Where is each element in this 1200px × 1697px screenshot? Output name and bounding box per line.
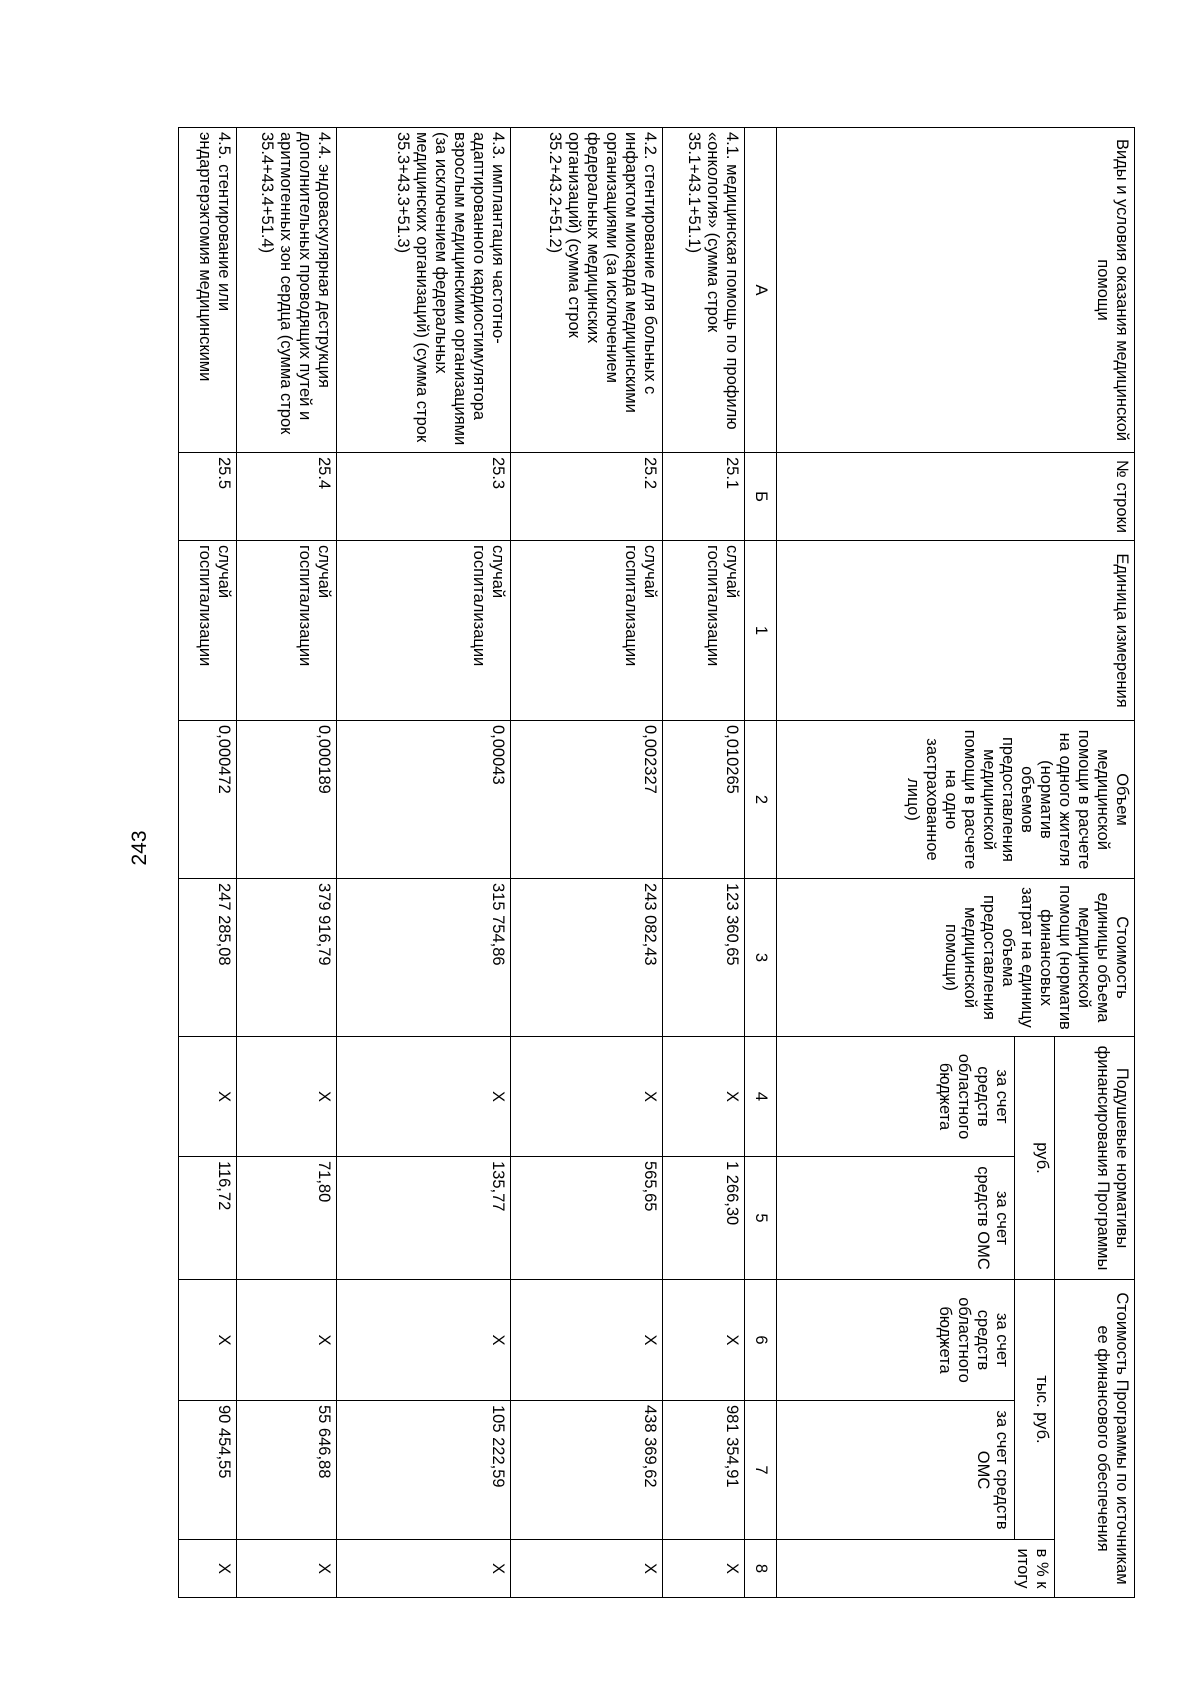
row-description: 4.4. эндоваскулярная деструкция дополнительных проводящих путей и аритмогенных зон сердца (сумма строк 35.4+43.4+51.4) [237, 128, 337, 453]
row-col-8: Х [179, 1540, 237, 1598]
row-col-6: Х [663, 1280, 745, 1401]
row-col-6: Х [179, 1280, 237, 1401]
column-number: 2 [745, 721, 777, 879]
header-unit-thousand-rub: тыс. руб. [1015, 1280, 1055, 1540]
column-number: 4 [745, 1037, 777, 1157]
row-col-8: Х [237, 1540, 337, 1598]
row-unit-cost: 315 754,86 [337, 879, 511, 1037]
row-description: 4.3. имплантация частотно-адаптированного кардиостимулятора взрослым медицинскими организациями (за исключением федеральных медицинских организаций) (сумма строк 35.3+43.3+51.3) [337, 128, 511, 453]
page-number: 243 [128, 830, 151, 866]
row-volume: 0,000189 [237, 721, 337, 879]
row-unit: случай госпитализации [237, 541, 337, 721]
row-col-8: Х [511, 1540, 663, 1598]
row-number: 25.5 [179, 453, 237, 541]
header-col-1: Единица измерения [777, 541, 1135, 721]
row-col-6: Х [237, 1280, 337, 1401]
row-volume: 0,010265 [663, 721, 745, 879]
row-unit: случай госпитализации [511, 541, 663, 721]
row-number: 25.1 [663, 453, 745, 541]
row-unit-cost: 123 360,65 [663, 879, 745, 1037]
header-col-a: Виды и условия оказания медицинской помощи [777, 128, 1135, 453]
header-group-cost: Стоимость Программы по источникам ее финансового обеспечения [1055, 1280, 1135, 1598]
column-number: Б [745, 453, 777, 541]
row-unit: случай госпитализации [337, 541, 511, 721]
row-volume: 0,00043 [337, 721, 511, 879]
row-volume: 0,002327 [511, 721, 663, 879]
header-unit-rub: руб. [1015, 1037, 1055, 1280]
row-volume: 0,000472 [179, 721, 237, 879]
row-col-7: 105 222,59 [337, 1401, 511, 1540]
row-col-7: 438 369,62 [511, 1401, 663, 1540]
row-unit: случай госпитализации [179, 541, 237, 721]
row-unit: случай госпитализации [663, 541, 745, 721]
row-col-7: 981 354,91 [663, 1401, 745, 1540]
row-unit-cost: 243 082,43 [511, 879, 663, 1037]
column-number: 1 [745, 541, 777, 721]
row-col-5: 71,80 [237, 1157, 337, 1280]
table-row [663, 128, 745, 1598]
header-col-3: Стоимость единицы объема медицинской помощи (норматив финансовых затрат на единицу объема предоставления медицинской помощи) [777, 879, 1135, 1037]
row-col-4: Х [179, 1037, 237, 1157]
column-number: 8 [745, 1540, 777, 1598]
table-row [337, 128, 511, 1598]
column-number: 3 [745, 879, 777, 1037]
header-col-6: за счет средств областного бюджета [777, 1280, 1015, 1401]
column-number: 6 [745, 1280, 777, 1401]
column-number: 7 [745, 1401, 777, 1540]
row-col-5: 116,72 [179, 1157, 237, 1280]
row-description: 4.5. стентирование или эндартерэктомия медицинскими [179, 128, 237, 453]
header-col-b: № строки [777, 453, 1135, 541]
column-number: А [745, 128, 777, 453]
row-col-5: 1 266,30 [663, 1157, 745, 1280]
row-description: 4.2. стентирование для больных с инфарктом миокарда медицинскими организациями (за исключением федеральных медицинских организаций) (сумма строк 35.2+43.2+51.2) [511, 128, 663, 453]
row-col-4: Х [511, 1037, 663, 1157]
row-col-4: Х [337, 1037, 511, 1157]
row-col-8: Х [337, 1540, 511, 1598]
header-group-norms: Подушевые нормативы финансирования Программы [1055, 1037, 1135, 1280]
row-description: 4.1. медицинская помощь по профилю «онкология» (сумма строк 35.1+43.1+51.1) [663, 128, 745, 453]
header-col-5: за счет средств ОМС [777, 1157, 1015, 1280]
header-col-2: Объем медицинской помощи в расчете на одного жителя (норматив объемов предоставления медицинской помощи в расчете на одно застрахованное лицо) [777, 721, 1135, 879]
table-row [237, 128, 337, 1598]
row-col-6: Х [511, 1280, 663, 1401]
row-number: 25.4 [237, 453, 337, 541]
row-unit-cost: 247 285,08 [179, 879, 237, 1037]
row-col-8: Х [663, 1540, 745, 1598]
row-unit-cost: 379 916,79 [237, 879, 337, 1037]
financing-table [178, 127, 1135, 1598]
table-row [511, 128, 663, 1598]
header-col-4: за счет средств областного бюджета [777, 1037, 1015, 1157]
row-col-4: Х [237, 1037, 337, 1157]
row-col-7: 90 454,55 [179, 1401, 237, 1540]
column-number: 5 [745, 1157, 777, 1280]
row-col-4: Х [663, 1037, 745, 1157]
header-percent-total: в % к итогу [777, 1540, 1055, 1598]
row-col-5: 565,65 [511, 1157, 663, 1280]
header-col-7: за счет средств ОМС [777, 1401, 1015, 1540]
row-col-6: Х [337, 1280, 511, 1401]
row-number: 25.2 [511, 453, 663, 541]
table-row [179, 128, 237, 1598]
rotated-table-wrapper [196, 127, 1135, 1597]
row-col-7: 55 646,88 [237, 1401, 337, 1540]
row-col-5: 135,77 [337, 1157, 511, 1280]
row-number: 25.3 [337, 453, 511, 541]
